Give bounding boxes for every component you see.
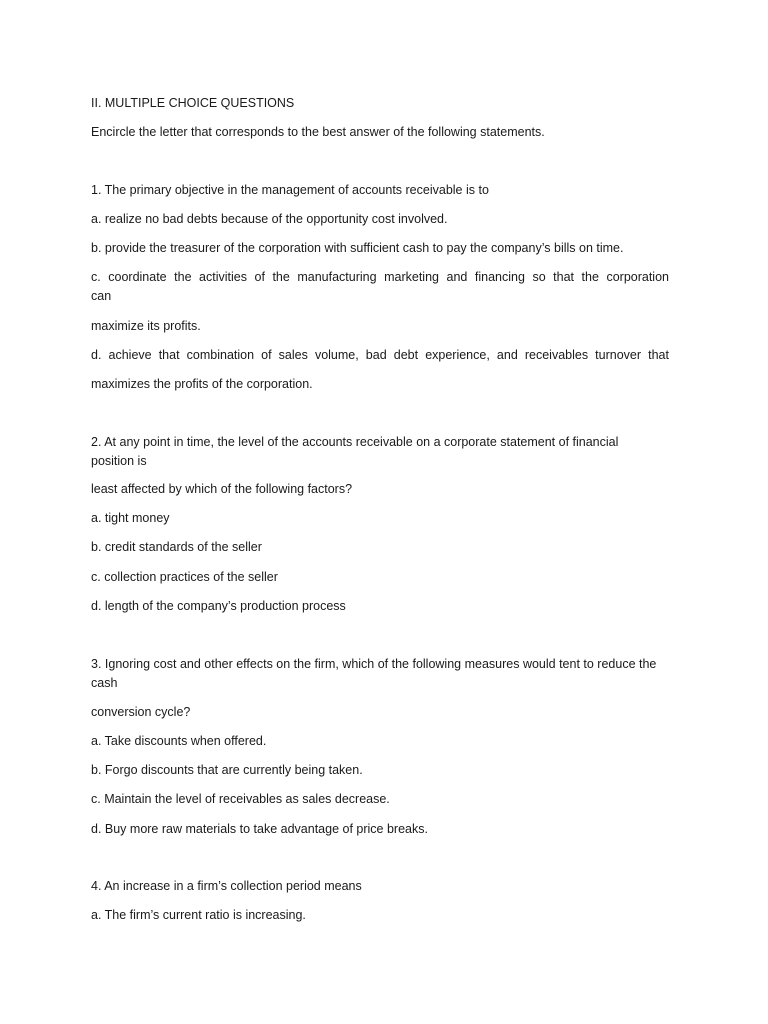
question-1-option-c: c. coordinate the activities of the manufacturing marketing and financing so that the corporation bbox=[91, 270, 669, 284]
instructions: Encircle the letter that corresponds to the best answer of the following statements. bbox=[91, 125, 545, 139]
question-1-option-d: d. achieve that combination of sales volume, bad debt experience, and receivables turnover that bbox=[91, 348, 669, 362]
question-4-stem: 4. An increase in a firm’s collection period means bbox=[91, 879, 362, 893]
question-3-stem: 3. Ignoring cost and other effects on the firm, which of the following measures would tent to reduce the bbox=[91, 657, 657, 671]
question-3-option-c: c. Maintain the level of receivables as sales decrease. bbox=[91, 792, 390, 806]
section-heading: II. MULTIPLE CHOICE QUESTIONS bbox=[91, 96, 295, 110]
question-1-option-a: a. realize no bad debts because of the opportunity cost involved. bbox=[91, 212, 448, 226]
question-1-option-c-cont: maximize its profits. bbox=[91, 319, 201, 333]
question-3-option-a: a. Take discounts when offered. bbox=[91, 734, 267, 748]
question-4-option-a: a. The firm’s current ratio is increasing. bbox=[91, 908, 306, 922]
question-3-stem-cont: conversion cycle? bbox=[91, 705, 191, 719]
question-2-option-b: b. credit standards of the seller bbox=[91, 540, 262, 554]
question-2-option-c: c. collection practices of the seller bbox=[91, 570, 278, 584]
question-2-option-d: d. length of the company’s production process bbox=[91, 599, 346, 613]
question-1-stem: 1. The primary objective in the management of accounts receivable is to bbox=[91, 183, 489, 197]
question-3-option-d: d. Buy more raw materials to take advantage of price breaks. bbox=[91, 822, 428, 836]
question-1-option-b: b. provide the treasurer of the corporation with sufficient cash to pay the company’s bills on time. bbox=[91, 241, 624, 255]
question-1-option-c-wrap: can bbox=[91, 289, 112, 303]
question-3-stem-wrap: cash bbox=[91, 676, 118, 690]
question-1-option-d-cont: maximizes the profits of the corporation. bbox=[91, 377, 313, 391]
question-2-stem: 2. At any point in time, the level of the accounts receivable on a corporate statement of financial bbox=[91, 435, 619, 449]
question-2-option-a: a. tight money bbox=[91, 511, 170, 525]
question-3-option-b: b. Forgo discounts that are currently being taken. bbox=[91, 763, 363, 777]
question-2-stem-cont: least affected by which of the following factors? bbox=[91, 482, 353, 496]
question-2-stem-wrap: position is bbox=[91, 454, 147, 468]
